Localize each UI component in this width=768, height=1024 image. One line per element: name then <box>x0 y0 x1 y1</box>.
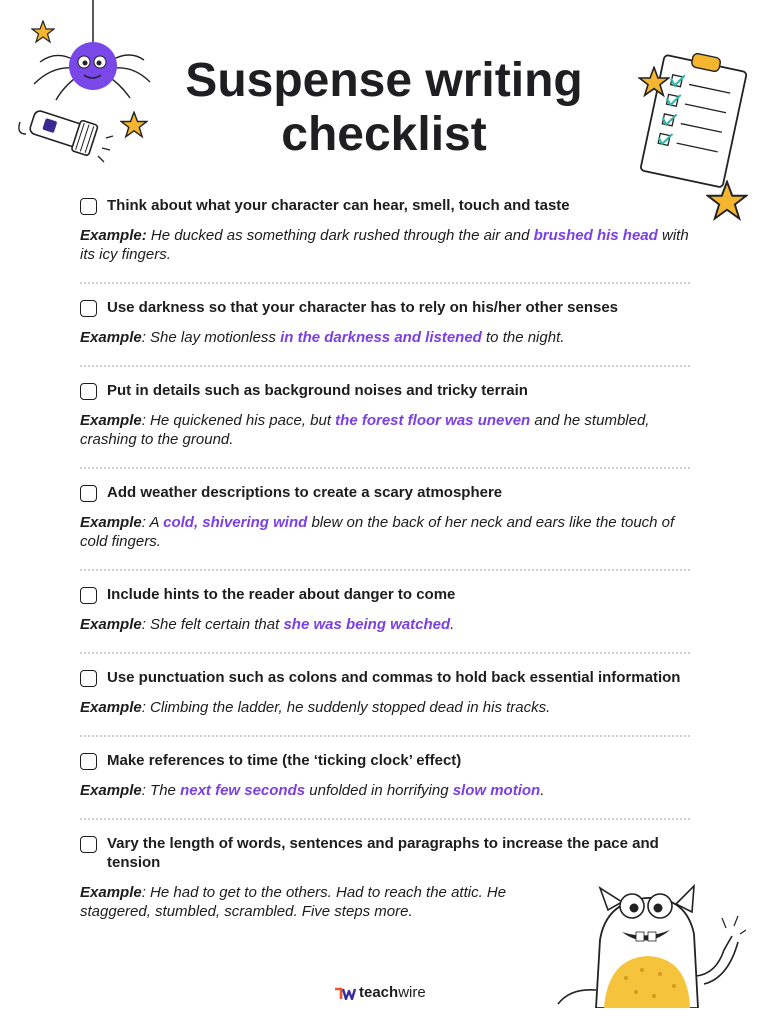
checkbox[interactable] <box>80 300 97 317</box>
checklist-item <box>80 483 690 571</box>
example-text: Example: A cold, shivering wind blew on the back of her neck and ears like the touch of cold fingers. <box>80 514 675 550</box>
example-text: Example: He had to get to the others. Had to reach the attic. He staggered, stumbled, scrambled. Five steps more. <box>80 884 507 920</box>
checkbox[interactable] <box>80 836 97 853</box>
checkbox[interactable] <box>80 485 97 502</box>
logo-text-bold: teach <box>359 984 399 1001</box>
checkbox[interactable] <box>80 670 97 687</box>
divider <box>80 652 690 654</box>
example-text: Example: He ducked as something dark rushed through the air and brushed his head with its icy fingers. <box>80 227 689 263</box>
highlight-text: cold, shivering wind <box>163 514 308 531</box>
torch-icon <box>16 104 116 166</box>
item-text: Use punctuation such as colons and commas to hold back essential information <box>107 669 681 686</box>
checklist-item <box>80 196 690 284</box>
example-text: Example: She lay motionless in the darkness and listened to the night. <box>80 329 565 346</box>
item-text: Put in details such as background noises and tricky terrain <box>107 382 528 399</box>
title-line-2: checklist <box>281 108 487 161</box>
highlight-text: in the darkness and listened <box>280 329 482 346</box>
example-label: Example <box>80 616 142 633</box>
example-label: Example <box>80 329 142 346</box>
checklist <box>80 196 690 921</box>
star-icon <box>638 66 670 98</box>
highlight-text: she was being watched <box>283 616 451 633</box>
checklist-item <box>80 668 690 737</box>
logo-text-light: wire <box>398 984 426 1001</box>
highlight-text: next few seconds <box>180 782 306 799</box>
divider <box>80 282 690 284</box>
star-icon <box>120 111 148 139</box>
divider <box>80 569 690 571</box>
item-text: Include hints to the reader about danger to come <box>107 586 456 603</box>
example-label: Example <box>80 412 142 429</box>
example-text: Example: Climbing the ladder, he suddenly stopped dead in his tracks. <box>80 699 551 716</box>
checkbox[interactable] <box>80 198 97 215</box>
divider <box>80 365 690 367</box>
checkbox[interactable] <box>80 753 97 770</box>
checklist-item <box>80 751 690 820</box>
example-label: Example: <box>80 227 147 244</box>
star-icon <box>706 180 748 222</box>
item-text: Use darkness so that your character has to rely on his/her other senses <box>107 299 619 316</box>
item-text: Think about what your character can hear, smell, touch and taste <box>107 197 570 214</box>
checklist-item <box>80 298 690 367</box>
item-text: Add weather descriptions to create a scary atmosphere <box>107 484 503 501</box>
monster-icon <box>556 880 746 1008</box>
star-icon <box>31 20 55 44</box>
checklist-item <box>80 381 690 469</box>
example-text: Example: The next few seconds unfolded in horrifying slow motion. <box>80 782 545 799</box>
item-text: Vary the length of words, sentences and paragraphs to increase the pace and tension <box>107 835 659 871</box>
title-line-1: Suspense writing <box>185 54 583 107</box>
example-text: Example: She felt certain that she was being watched. <box>80 616 455 633</box>
teachwire-logo <box>334 984 426 1001</box>
example-label: Example <box>80 699 142 716</box>
highlight-text: slow motion <box>452 782 541 799</box>
spider-icon <box>26 0 156 110</box>
example-label: Example <box>80 514 142 531</box>
checklist-item <box>80 585 690 654</box>
example-label: Example <box>80 782 142 799</box>
divider <box>80 735 690 737</box>
divider <box>80 467 690 469</box>
divider <box>80 818 690 820</box>
checkbox[interactable] <box>80 383 97 400</box>
example-label: Example <box>80 884 142 901</box>
checkbox[interactable] <box>80 587 97 604</box>
example-text: Example: He quickened his pace, but the forest floor was uneven and he stumbled, crashing to the ground. <box>80 412 650 448</box>
highlight-text: the forest floor was uneven <box>335 412 531 429</box>
item-text: Make references to time (the ‘ticking clock’ effect) <box>107 752 462 769</box>
teachwire-logo-icon <box>334 986 356 1000</box>
highlight-text: brushed his head <box>533 227 658 244</box>
